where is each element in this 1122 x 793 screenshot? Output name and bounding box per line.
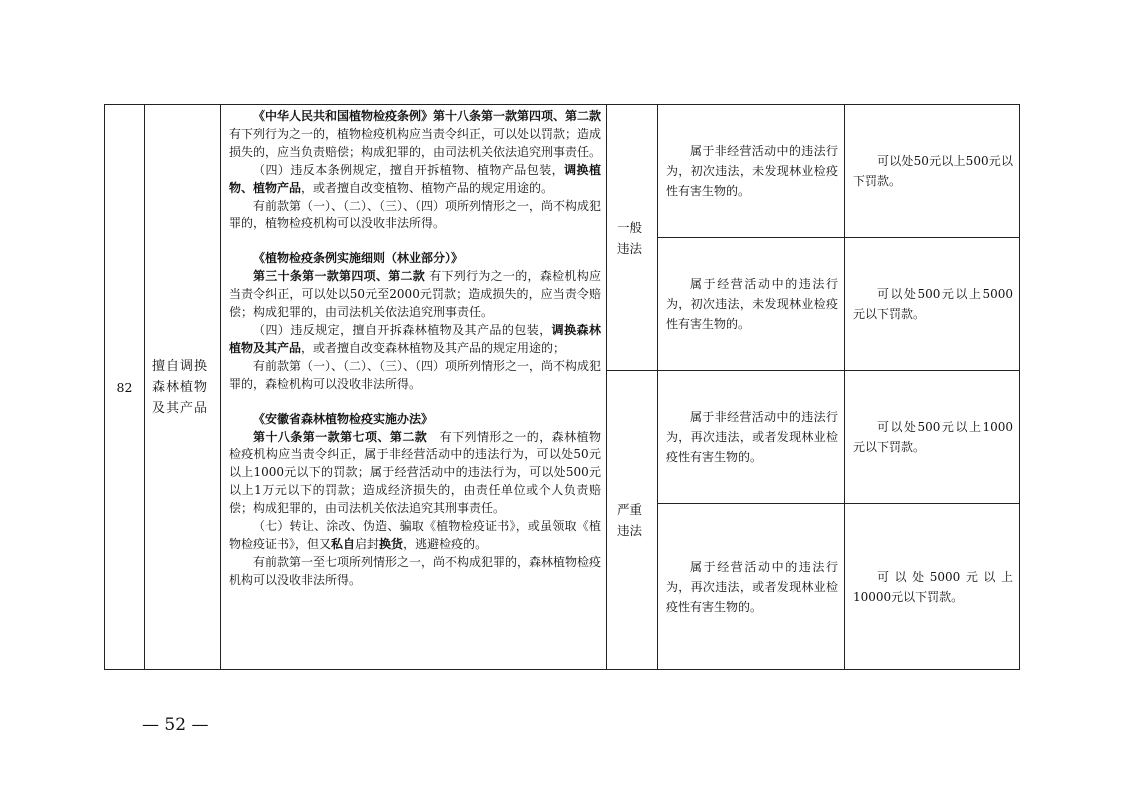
circumstance-cell — [658, 105, 845, 238]
basis-1-title: 《中华人民共和国植物检疫条例》第十八条第一款第四项、第二款 — [253, 109, 602, 123]
basis-section-1 — [229, 108, 601, 162]
basis-3-para-2-bold-1: 私自 — [331, 536, 356, 551]
circumstance-4: 属于经营活动中的违法行为，再次违法，或者发现林业检疫性有害生物的。 — [666, 559, 838, 614]
basis-3-para-2-bold-2: 换货 — [379, 536, 404, 551]
circumstance-cell — [658, 238, 845, 371]
basis-2-para-2 — [229, 322, 601, 358]
violation-item: 擅自调换森林植物及其产品 — [145, 105, 221, 670]
basis-3-title — [229, 411, 601, 429]
penalty-cell — [845, 105, 1020, 238]
basis-2-title-text: 《植物检疫条例实施细则（林业部分）》 — [253, 251, 464, 266]
penalty-standard-table — [104, 104, 1020, 670]
level-general: 一般违法 — [607, 105, 658, 371]
circumstance-3: 属于非经营活动中的违法行为，再次违法，或者发现林业检疫性有害生物的。 — [666, 410, 838, 464]
page-number: — 52 — — [142, 715, 209, 735]
basis-3-para-2 — [229, 518, 601, 554]
basis-3-para-2a: （七）转让、涂改、伪造、骗取《植物检疫证书》，或虽领取《植物检疫证书》，但又 — [229, 519, 601, 551]
basis-gap — [229, 233, 601, 250]
basis-2-para-2-bold: 调换森林植物及其产品 — [229, 322, 601, 355]
penalty-1: 可以处50元以上500元以下罚款。 — [853, 154, 1013, 188]
penalty-4: 可以处5000元以上10000元以下罚款。 — [853, 569, 1013, 604]
basis-3-title-text: 《安徽省森林植物检疫实施办法》 — [253, 411, 434, 426]
penalty-cell — [845, 238, 1020, 371]
basis-2-para-3: 有前款第（一）、（二）、（三）、（四）项所列情形之一，尚不构成犯罪的，森检机构可以没收非法所得。 — [229, 358, 602, 391]
basis-1-text: 有下列行为之一的，植物检疫机构应当责令纠正，可以处以罚款；造成损失的，应当负责赔偿；构成犯罪的，由司法机关依法追究刑事责任。 — [229, 126, 602, 159]
level-serious: 严重违法 — [607, 371, 658, 670]
basis-3-para-3: 有前款第一至七项所列情形之一，尚不构成犯罪的，森林植物检疫机构可以没收非法所得。 — [229, 554, 602, 587]
basis-3-para-2b: ，逃避检疫的。 — [403, 536, 488, 551]
basis-2-title — [229, 250, 601, 268]
penalty-cell — [845, 371, 1020, 504]
basis-1-para-2a: （四）违反本条例规定，擅自开拆植物、植物产品包装， — [253, 162, 565, 177]
basis-1-para-2 — [229, 162, 601, 198]
basis-section-3 — [229, 429, 601, 519]
circumstance-2: 属于经营活动中的违法行为，初次违法，未发现林业检疫性有害生物的。 — [666, 277, 838, 331]
basis-3-para-2-mid: 启封 — [355, 536, 380, 551]
basis-3-text: 有下列情形之一的，森林植物检疫机构应当责令纠正，属于非经营活动中的违法行为，可以处50元以上1000元以下的罚款；属于经营活动中的违法行为，可以处500元以上1万元以下的罚款；造成经济损失的，由责任单位或个人负责赔偿；构成犯罪的，由司法机关依法追究其刑事责任。 — [229, 429, 601, 516]
circumstance-1: 属于非经营活动中的违法行为，初次违法，未发现林业检疫性有害生物的。 — [666, 144, 838, 198]
basis-section-2 — [229, 268, 601, 322]
penalty-2: 可以处500元以上5000元以下罚款。 — [853, 287, 1013, 321]
row-number: 82 — [105, 105, 145, 670]
basis-1-para-2b: ，或者擅自改变植物、植物产品的规定用途的。 — [301, 180, 554, 195]
basis-2-subtitle: 第三十条第一款第四项、第二款 — [253, 269, 426, 284]
penalty-3: 可以处500元以上1000元以下罚款。 — [853, 420, 1013, 454]
basis-gap — [229, 394, 601, 411]
circumstance-cell — [658, 504, 845, 670]
basis-2-para-2b: ，或者擅自改变森林植物及其产品的规定用途的； — [301, 340, 566, 355]
basis-3-subtitle: 第十八条第一款第七项、第二款 — [253, 429, 428, 444]
legal-basis-cell — [221, 105, 607, 670]
circumstance-cell — [658, 371, 845, 504]
basis-1-para-2-bold: 调换植物、植物产品 — [229, 162, 601, 195]
basis-1-para-3: 有前款第（一）、（二）、（三）、（四）项所列情形之一，尚不构成犯罪的，植物检疫机构可以没收非法所得。 — [229, 198, 602, 231]
penalty-cell — [845, 504, 1020, 670]
basis-2-text: 有下列行为之一的，森检机构应当责令纠正，可以处以50元至2000元罚款；造成损失的，应当责令赔偿；构成犯罪的，由司法机关依法追究刑事责任。 — [229, 269, 601, 320]
basis-2-para-2a: （四）违反规定，擅自开拆森林植物及其产品的包装， — [253, 322, 552, 337]
